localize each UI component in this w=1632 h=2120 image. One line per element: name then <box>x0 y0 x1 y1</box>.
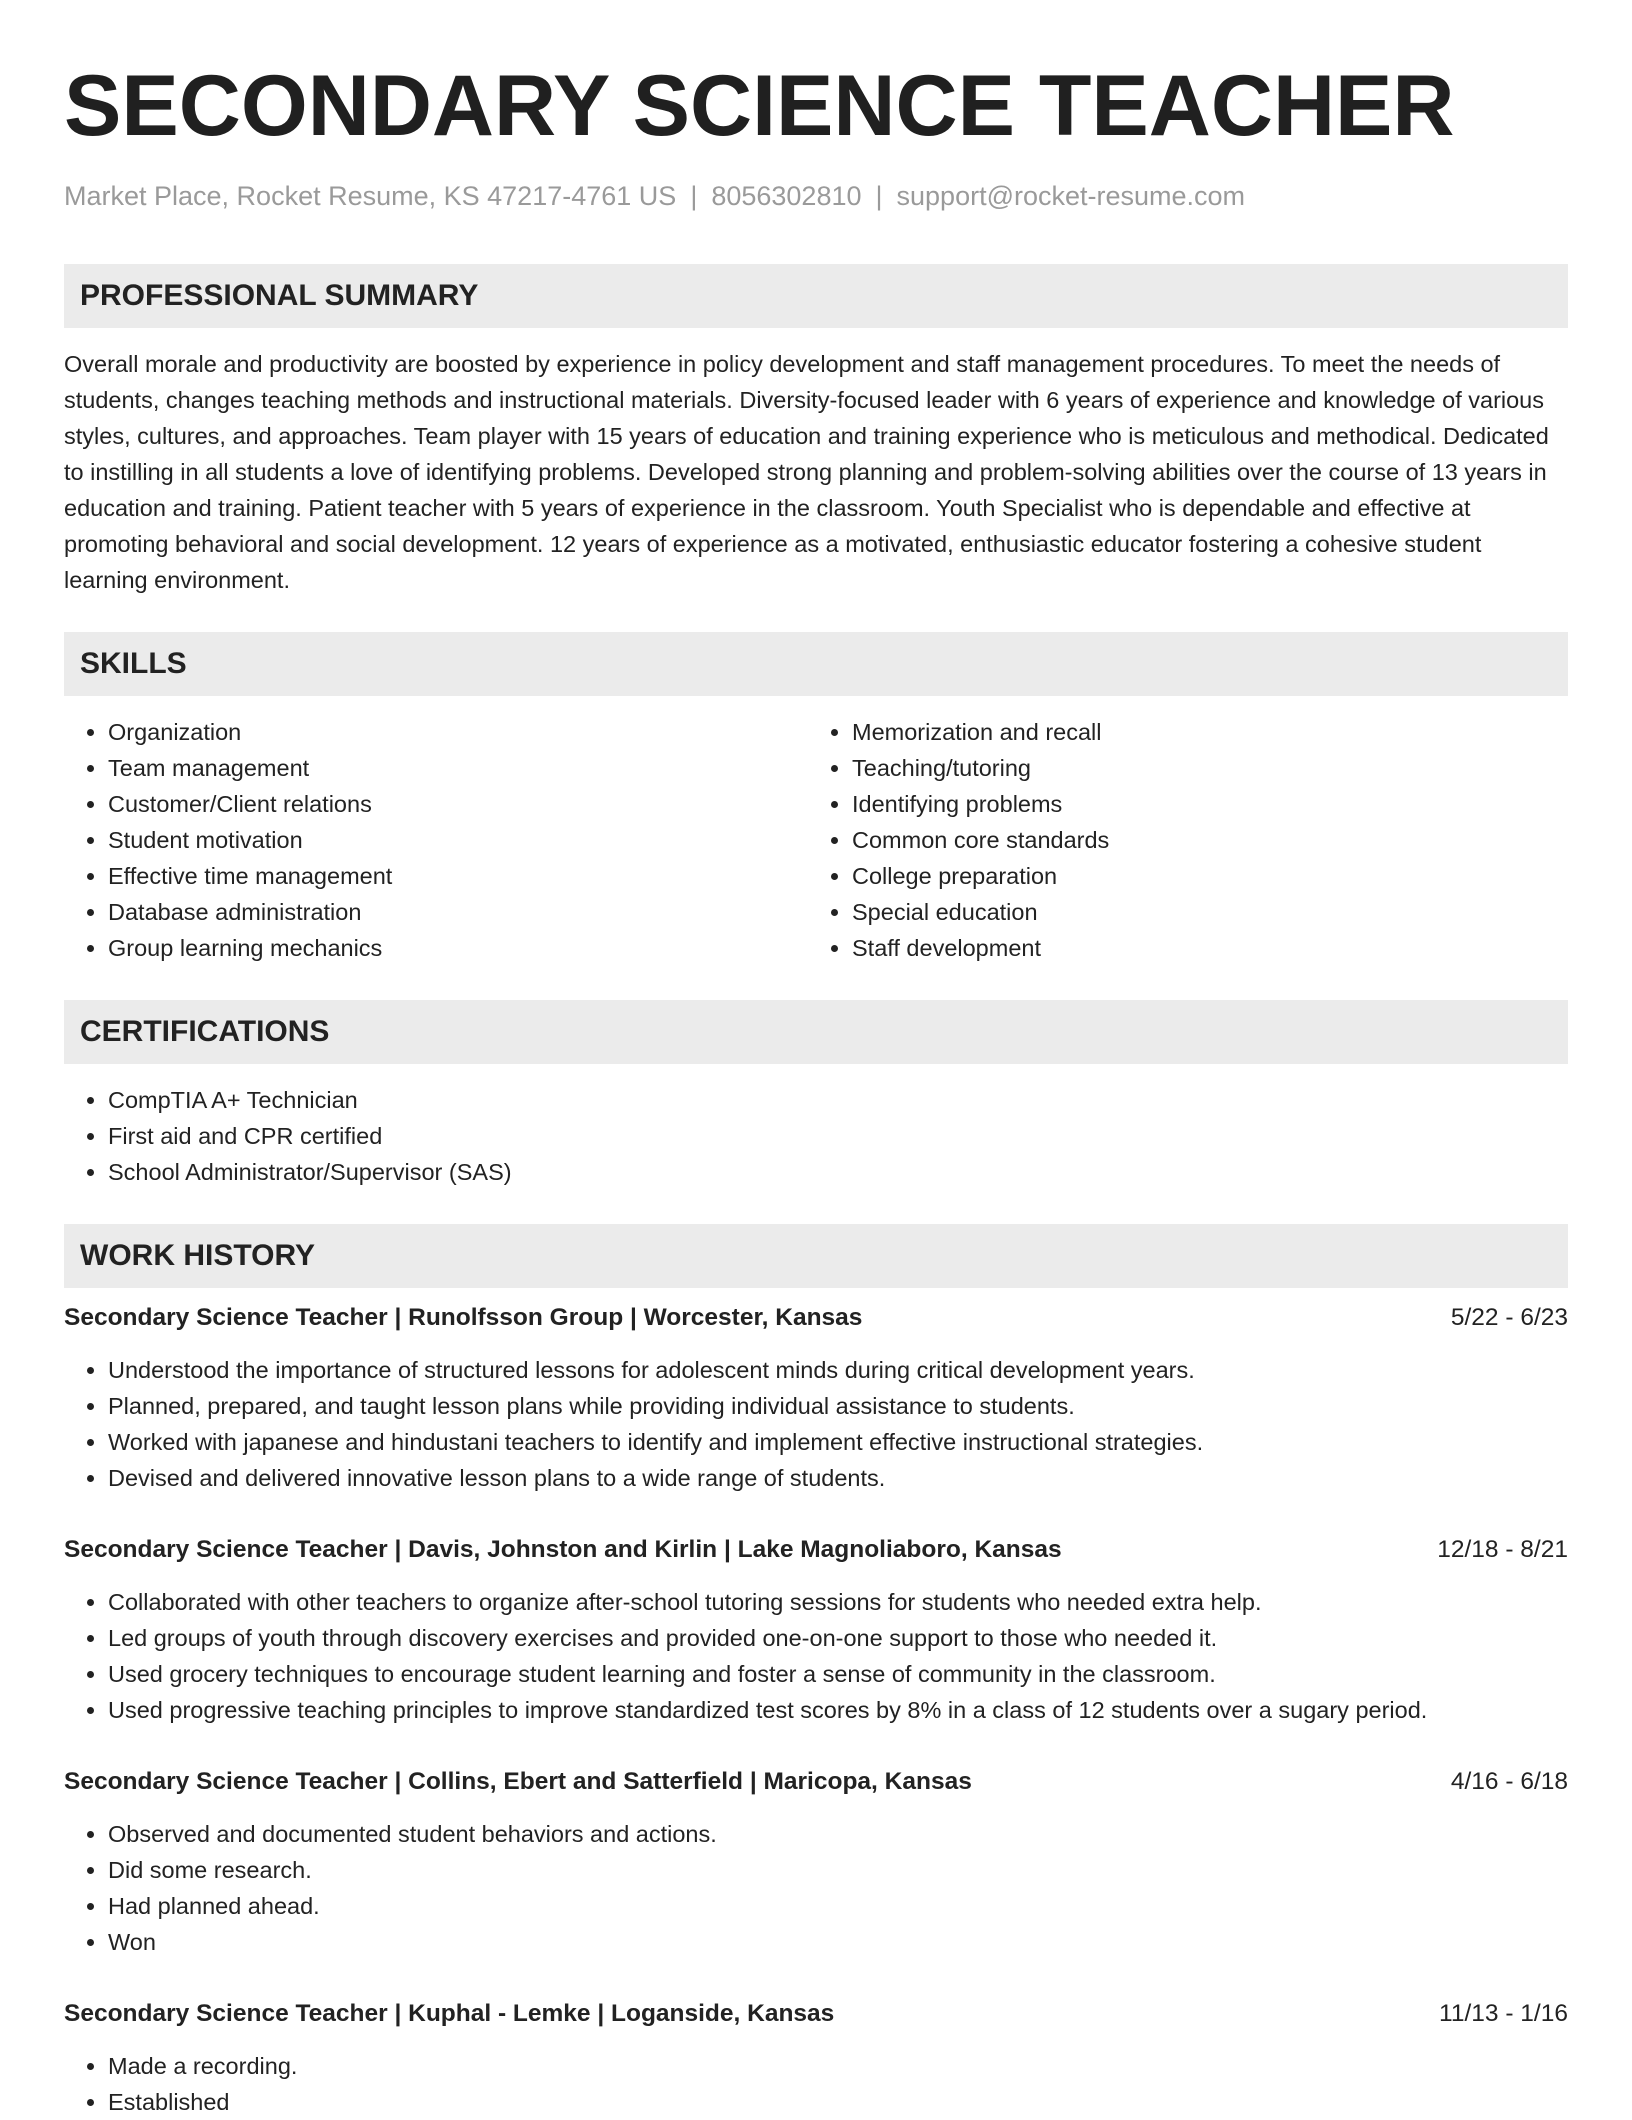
certification-item: • First aid and CPR certified <box>108 1118 1568 1154</box>
certification-item: • CompTIA A+ Technician <box>108 1082 1568 1118</box>
job-bullet: • Used grocery techniques to encourage student learning and foster a sense of community in the classroom. <box>108 1656 1568 1692</box>
summary-text: Overall morale and productivity are boosted by experience in policy development and staff management procedures. To meet the needs of students, changes teaching methods and instructional materials. Diversity-focused leader with 6 years of experience and knowledge of various styles, cultures, and approaches. Team player with 15 years of education and training experience who is meticulous and methodical. Dedicated to instilling in all students a love of identifying problems. Developed strong planning and problem-solving abilities over the course of 13 years in education and training. Patient teacher with 5 years of experience in the classroom. Youth Specialist who is dependable and effective at promoting behavioral and social development. 12 years of experience as a motivated, enthusiastic educator fostering a cohesive student learning environment. <box>64 351 1549 593</box>
skill-item: • Identifying problems <box>852 786 1550 822</box>
skill-item: • Group learning mechanics <box>108 930 806 966</box>
certification-item: • School Administrator/Supervisor (SAS) <box>108 1154 1568 1190</box>
contact-email: support@rocket-resume.com <box>896 181 1246 211</box>
job-bullets <box>64 1816 1568 1960</box>
job-header <box>64 1764 1568 1800</box>
job-bullet: • Established <box>108 2084 1568 2120</box>
certifications-heading: CERTIFICATIONS <box>64 1000 1568 1064</box>
job-bullet: • Had planned ahead. <box>108 1888 1568 1924</box>
job-dates: 4/16 - 6/18 <box>1450 1768 1568 1795</box>
skill-item: • Student motivation <box>108 822 806 858</box>
job-entry <box>64 1996 1568 2120</box>
job-bullets <box>64 1352 1568 1496</box>
job-header <box>64 1996 1568 2032</box>
job-title: Secondary Science Teacher | Runolfsson Group | Worcester, Kansas <box>64 1304 863 1331</box>
certifications-list <box>64 1082 1568 1190</box>
job-bullet: • Collaborated with other teachers to organize after-school tutoring sessions for students who needed extra help. <box>108 1584 1568 1620</box>
skill-item: • Database administration <box>108 894 806 930</box>
job-title: Secondary Science Teacher | Kuphal - Lemke | Loganside, Kansas <box>64 2000 835 2027</box>
skill-item: • Teaching/tutoring <box>852 750 1550 786</box>
skill-item: • Common core standards <box>852 822 1550 858</box>
resume-name: SECONDARY SCIENCE TEACHER <box>64 58 1455 154</box>
job-entry <box>64 1764 1568 1960</box>
contact-separator: | <box>875 181 883 211</box>
job-bullet: • Worked with japanese and hindustani teachers to identify and implement effective instructional strategies. <box>108 1424 1568 1460</box>
summary-heading: PROFESSIONAL SUMMARY <box>64 264 1568 328</box>
skill-item: • Staff development <box>852 930 1550 966</box>
contact-address: Market Place, Rocket Resume, KS 47217-4761 US <box>64 181 677 211</box>
job-bullet: • Observed and documented student behaviors and actions. <box>108 1816 1568 1852</box>
job-bullet: • Won <box>108 1924 1568 1960</box>
job-title: Secondary Science Teacher | Davis, Johnston and Kirlin | Lake Magnoliaboro, Kansas <box>64 1536 1062 1563</box>
job-header <box>64 1532 1568 1568</box>
skill-item: • Memorization and recall <box>852 714 1550 750</box>
job-dates: 12/18 - 8/21 <box>1437 1536 1568 1563</box>
job-bullet: • Made a recording. <box>108 2048 1568 2084</box>
contact-separator: | <box>690 181 698 211</box>
resume-page <box>64 0 1568 2120</box>
skill-item: • Team management <box>108 750 806 786</box>
job-entry <box>64 1300 1568 1496</box>
job-entry <box>64 1532 1568 1728</box>
skill-item: • College preparation <box>852 858 1550 894</box>
skill-item: • Organization <box>108 714 806 750</box>
job-bullet: • Did some research. <box>108 1852 1568 1888</box>
skill-item: • Effective time management <box>108 858 806 894</box>
job-dates: 5/22 - 6/23 <box>1450 1304 1568 1331</box>
skill-item: • Special education <box>852 894 1550 930</box>
job-bullets <box>64 1584 1568 1728</box>
job-bullet: • Devised and delivered innovative lesson plans to a wide range of students. <box>108 1460 1568 1496</box>
job-bullet: • Used progressive teaching principles to improve standardized test scores by 8% in a class of 12 students over a sugary period. <box>108 1692 1568 1728</box>
skills-list-left <box>64 714 806 966</box>
job-bullet: • Planned, prepared, and taught lesson plans while providing individual assistance to students. <box>108 1388 1568 1424</box>
job-dates: 11/13 - 1/16 <box>1439 2000 1568 2027</box>
job-header <box>64 1300 1568 1336</box>
skills-list-right <box>806 714 1550 966</box>
skills-grid <box>64 714 1568 966</box>
job-bullet: • Led groups of youth through discovery exercises and provided one-on-one support to those who needed it. <box>108 1620 1568 1656</box>
skills-heading: SKILLS <box>64 632 1568 696</box>
contact-phone: 8056302810 <box>711 181 862 211</box>
skill-item: • Customer/Client relations <box>108 786 806 822</box>
job-bullets <box>64 2048 1568 2120</box>
contact-line <box>64 178 1568 214</box>
job-bullet: • Understood the importance of structured lessons for adolescent minds during critical development years. <box>108 1352 1568 1388</box>
job-title: Secondary Science Teacher | Collins, Ebert and Satterfield | Maricopa, Kansas <box>64 1768 972 1795</box>
work-history-heading: WORK HISTORY <box>64 1224 1568 1288</box>
